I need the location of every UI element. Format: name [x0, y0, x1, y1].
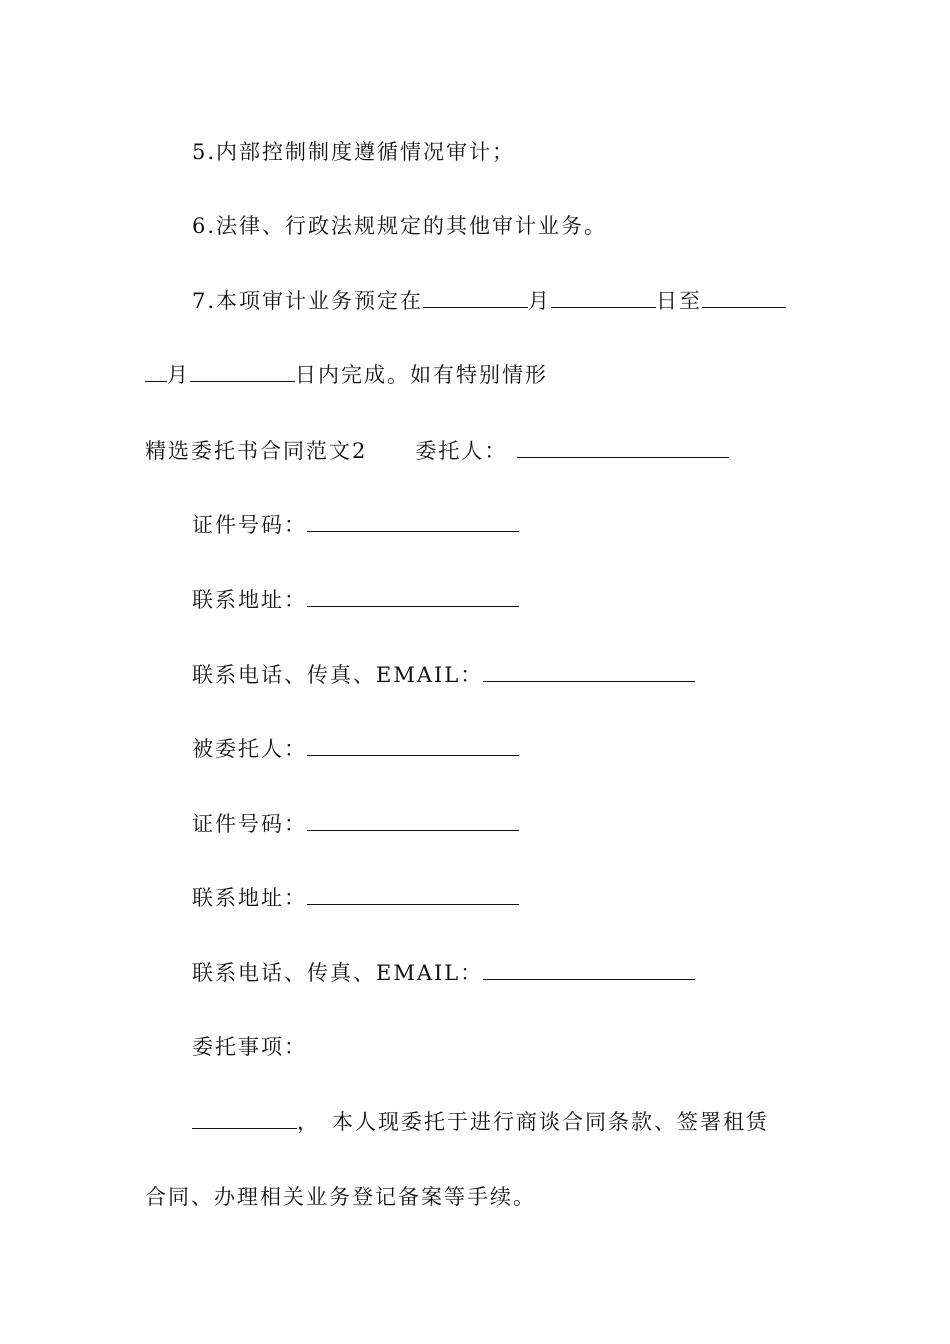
item-7-prefix: 7.本项审计业务预定在: [192, 289, 424, 313]
item-7-cont-rest: 日内完成。如有特别情形: [295, 363, 548, 387]
agent-name-row: [192, 734, 519, 764]
matters-line-1: [192, 1107, 769, 1137]
end-day-blank: [190, 361, 295, 382]
agent-id-blank: [307, 810, 519, 831]
end-month-blank: [145, 361, 167, 382]
item-7: [192, 286, 786, 316]
principal-contact-label: 联系电话、传真、EMAIL：: [192, 663, 484, 687]
principal-label: 委托人：: [415, 439, 508, 463]
section-heading: [145, 436, 729, 466]
agent-contact-blank: [483, 959, 695, 980]
matters-line-2: 合同、办理相关业务登记备案等手续。: [145, 1185, 536, 1209]
matters-label: 委托事项：: [192, 1035, 307, 1059]
item-7-cont-month: 月: [167, 363, 190, 387]
agent-name-label: 被委托人：: [192, 737, 307, 761]
section-title: 精选委托书合同范文2: [145, 439, 368, 463]
item-6: 6.法律、行政法规规定的其他审计业务。: [192, 214, 608, 238]
agent-address-label: 联系地址：: [192, 886, 307, 910]
agent-id-label: 证件号码：: [192, 812, 307, 836]
principal-id-label: 证件号码：: [192, 513, 307, 537]
principal-id-blank: [307, 511, 519, 532]
principal-contact-blank: [483, 661, 695, 682]
matters-text-1: 本人现委托于进行商谈合同条款、签署租赁: [332, 1110, 769, 1134]
item-7-continuation: [145, 360, 548, 390]
agent-id-row: [192, 809, 519, 839]
day-blank: [551, 287, 656, 308]
principal-id-row: [192, 510, 519, 540]
item-7-day-to: 日至: [656, 289, 703, 313]
agent-name-blank: [307, 735, 519, 756]
matters-blank: [192, 1108, 297, 1129]
principal-address-label: 联系地址：: [192, 588, 307, 612]
agent-contact-row: [192, 958, 695, 988]
agent-address-blank: [307, 884, 519, 905]
item-5: 5.内部控制制度遵循情况审计；: [192, 140, 516, 164]
agent-contact-label: 联系电话、传真、EMAIL：: [192, 961, 484, 985]
item-7-month: 月: [528, 289, 552, 313]
agent-address-row: [192, 883, 519, 913]
end-blank: [702, 287, 786, 308]
principal-address-row: [192, 585, 519, 615]
principal-contact-row: [192, 660, 695, 690]
principal-address-blank: [307, 586, 519, 607]
matters-comma: ，: [297, 1110, 320, 1134]
principal-blank: [517, 437, 729, 458]
month-blank: [423, 287, 528, 308]
